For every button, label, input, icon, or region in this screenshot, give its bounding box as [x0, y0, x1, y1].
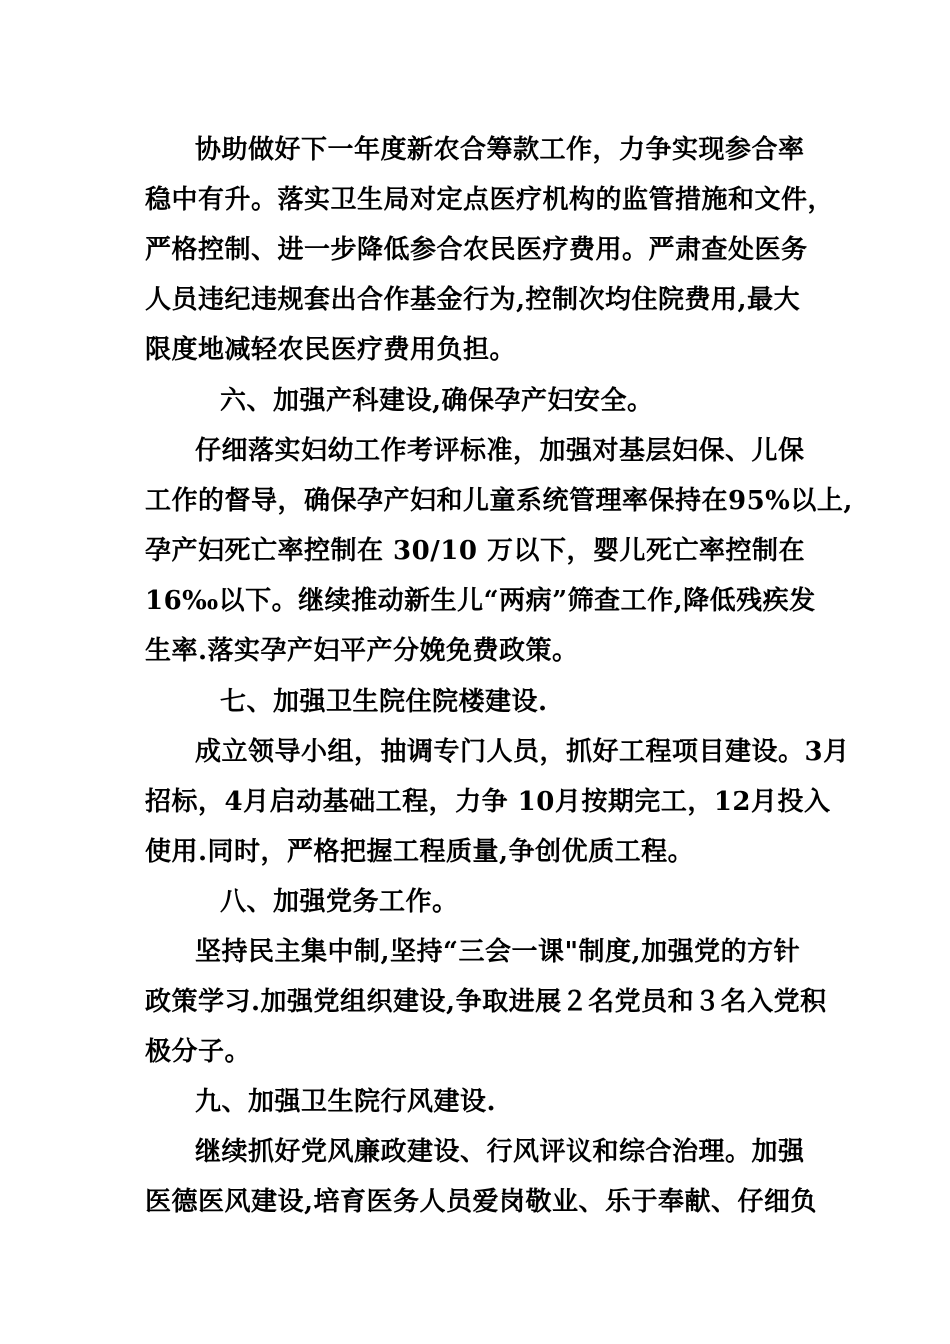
paragraph-line: 工作的督导，确保孕产妇和儿童系统管理率保持在95%以上, [145, 486, 853, 516]
section-heading-8: 八、加强党务工作。 [220, 887, 459, 917]
paragraph-line: 医德医风建设,培育医务人员爱岗敬业、乐于奉献、仔细负 [145, 1187, 818, 1217]
paragraph-line: 极分子。 [145, 1037, 252, 1067]
paragraph-line: 孕产妇死亡率控制在 30/10 万以下，婴儿死亡率控制在 [145, 536, 805, 566]
paragraph-line: 使用.同时，严格把握工程质量,争创优质工程。 [145, 837, 695, 867]
paragraph-line: 政策学习.加强党组织建设,争取进展２名党员和３名入党积 [145, 987, 827, 1017]
paragraph-line: 16‰以下。继续推动新生儿“两病”筛查工作,降低残疾发 [145, 586, 816, 616]
paragraph-line: 招标，4月启动基础工程，力争 10月按期完工，12月投入 [145, 787, 831, 817]
paragraph-line: 继续抓好党风廉政建设、行风评议和综合治理。加强 [195, 1137, 805, 1167]
paragraph-line: 仔细落实妇幼工作考评标准，加强对基层妇保、儿保 [195, 436, 805, 466]
paragraph-line: 稳中有升。落实卫生局对定点医疗机构的监管措施和文件， [145, 185, 835, 215]
paragraph-line: 坚持民主集中制,坚持“三会一课"制度,加强党的方针 [195, 937, 801, 967]
paragraph-line: 成立领导小组，抽调专门人员，抓好工程项目建设。3月 [195, 737, 850, 767]
section-heading-9: 九、加强卫生院行风建设. [195, 1087, 497, 1117]
paragraph-line: 人员违纪违规套出合作基金行为,控制次均住院费用,最大 [145, 285, 801, 315]
paragraph-line: 严格控制、进一步降低参合农民医疗费用。严肃查处医务 [145, 235, 808, 265]
paragraph-line: 协助做好下一年度新农合筹款工作，力争实现参合率 [195, 135, 805, 165]
paragraph-line: 生率.落实孕产妇平产分娩免费政策。 [145, 636, 579, 666]
paragraph-line: 限度地减轻农民医疗费用负担。 [145, 335, 517, 365]
section-heading-6: 六、加强产科建设,确保孕产妇安全。 [220, 386, 654, 416]
section-heading-7: 七、加强卫生院住院楼建设. [220, 687, 548, 717]
